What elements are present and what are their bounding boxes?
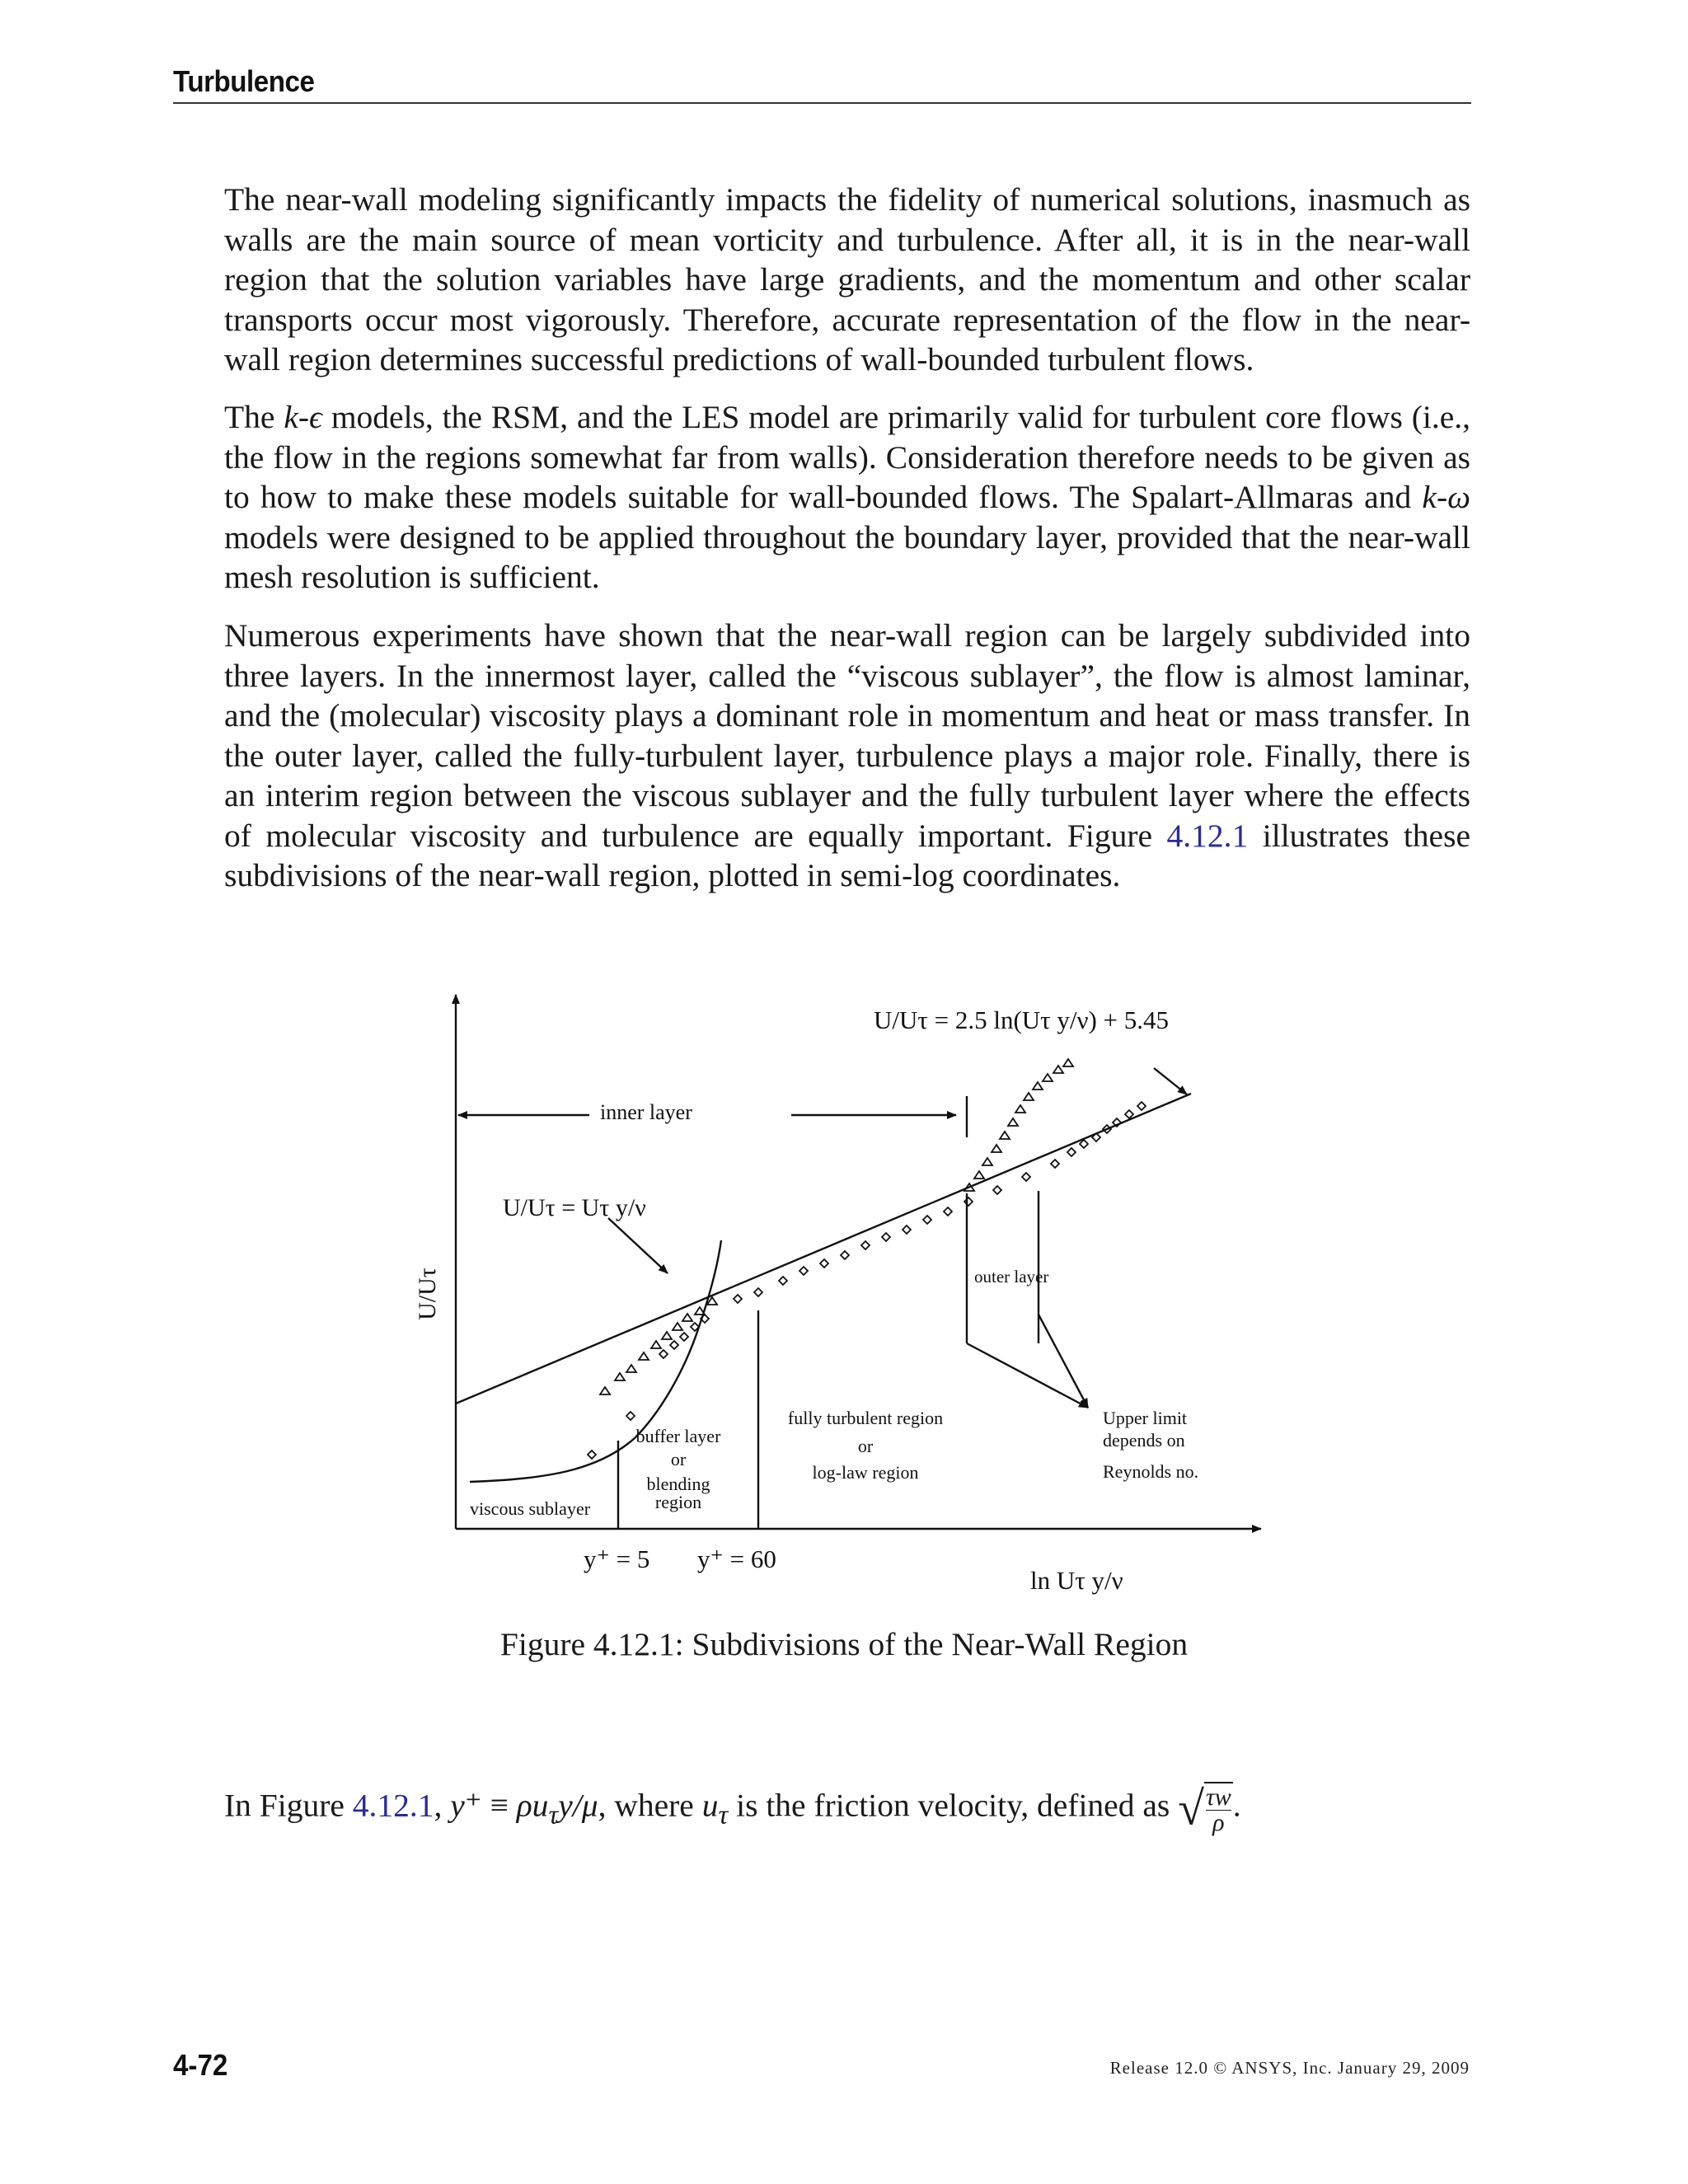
sqrt-numerator: τw bbox=[1205, 1783, 1231, 1811]
def-tau: τ bbox=[548, 1800, 559, 1830]
inner-layer-label: inner layer bbox=[600, 1100, 692, 1124]
p2-text-a: The bbox=[224, 399, 284, 435]
paragraph-2 bbox=[224, 397, 1470, 598]
sqrt-expression bbox=[1178, 1782, 1233, 1835]
k-omega-math: k-ω bbox=[1422, 479, 1470, 515]
radical-sign: √ bbox=[1178, 1781, 1204, 1835]
p2-text-c: models were designed to be applied throughout the boundary layer, provided that the near-wall mesh resolution is sufficient. bbox=[224, 518, 1470, 595]
p2-text-b: models, the RSM, and the LES model are primarily valid for turbulent core flows (i.e., the flow in the regions somewhat far from walls). Consideration therefore needs to be given as to how to make these models suitable for wall-bounded flows. The Spalart-Allmaras and bbox=[224, 399, 1470, 515]
paragraph-3 bbox=[224, 616, 1470, 896]
running-header bbox=[173, 64, 1471, 104]
near-wall-diagram bbox=[387, 981, 1269, 1607]
k-epsilon-math: k-ϵ bbox=[284, 399, 322, 435]
buffer-label-4: region bbox=[654, 1492, 702, 1512]
viscous-sublayer-label: viscous sublayer bbox=[470, 1498, 591, 1519]
section-title: Turbulence bbox=[173, 64, 315, 98]
paragraph-3-text bbox=[224, 616, 1470, 896]
figure-caption: Figure 4.12.1: Subdivisions of the Near-Wall Region bbox=[499, 1626, 1189, 1662]
log-law-formula: U/Uτ = 2.5 ln(Uτ y/ν) + 5.45 bbox=[874, 1005, 1170, 1034]
linear-law-pointer bbox=[608, 1218, 668, 1273]
log-law-pointer bbox=[1154, 1068, 1187, 1094]
p4-text-c: ≡ bbox=[481, 1787, 517, 1824]
p4-text-e: is the friction velocity, defined as bbox=[728, 1787, 1179, 1824]
buffer-label-1: buffer layer bbox=[635, 1426, 721, 1446]
def-math-1: ρu bbox=[516, 1787, 549, 1824]
friction-velocity-tau: τ bbox=[718, 1800, 729, 1830]
paragraph-4 bbox=[224, 1782, 1470, 1835]
p3-text-a: Numerous experiments have shown that the near-wall region can be largely subdivided into three layers. In the innermost layer, called the “viscous sublayer”, the flow is almost laminar, and the (molecular) viscosity plays a dominant role in momentum and heat or mass transfer. In the outer layer, called the fully-turbulent layer, turbulence plays a major role. Finally, there is an interim region between the viscous sublayer and the fully turbulent layer where the effects of molecular viscosity and turbulence are equally important. Figure bbox=[224, 617, 1470, 854]
diamond-markers bbox=[588, 1102, 1146, 1459]
p3-text-b: illustrates these subdivisions of the near-wall region, plotted in semi-log coordinates. bbox=[224, 817, 1470, 893]
paragraph-2-text bbox=[224, 397, 1470, 598]
y-plus-math: y⁺ bbox=[450, 1787, 482, 1824]
upper-limit-label-2: depends on bbox=[1103, 1430, 1185, 1451]
friction-velocity-u: u bbox=[701, 1787, 719, 1824]
buffer-label-2: or bbox=[670, 1449, 687, 1469]
p4-text-f: . bbox=[1232, 1787, 1241, 1824]
p4-text-d: , where bbox=[598, 1787, 702, 1824]
log-region-label-2: or bbox=[857, 1436, 874, 1456]
release-footer: Release 12.0 © ANSYS, Inc. January 29, 2009 bbox=[1109, 2058, 1470, 2078]
upper-limit-label-1: Upper limit bbox=[1103, 1408, 1188, 1428]
paragraph-4-text bbox=[224, 1782, 1470, 1835]
def-math-2: y/μ bbox=[558, 1787, 598, 1824]
p4-text-a: In Figure bbox=[224, 1787, 353, 1824]
upper-limit-label-3: Reynolds no. bbox=[1103, 1461, 1199, 1482]
x-axis-label: ln Uτ y/ν bbox=[1030, 1566, 1123, 1595]
log-region-label-1: fully turbulent region bbox=[787, 1408, 944, 1428]
paragraph-1 bbox=[224, 180, 1470, 380]
figure-reference-link-2[interactable]: 4.12.1 bbox=[352, 1787, 434, 1824]
paragraph-1-text: The near-wall modeling significantly impacts the fidelity of numerical solutions, inasmuch as walls are the main source of mean vorticity and turbulence. After all, it is in the near-wall region that the solution variables have large gradients, and the momentum and other scalar transports occur most vigorously. Therefore, accurate representation of the flow in the near-wall region determines successful predictions of wall-bounded turbulent flows. bbox=[224, 181, 1470, 377]
outer-layer-label: outer layer bbox=[974, 1267, 1049, 1286]
page-number: 4-72 bbox=[173, 2048, 228, 2082]
p4-text-b: , bbox=[434, 1787, 451, 1824]
buffer-label-3: blending bbox=[646, 1474, 710, 1494]
linear-law-formula: U/Uτ = Uτ y/ν bbox=[503, 1194, 646, 1221]
log-region-label-3: log-law region bbox=[812, 1462, 919, 1483]
sqrt-denominator: ρ bbox=[1212, 1809, 1225, 1836]
tick-y5-label: y⁺ = 5 bbox=[584, 1544, 650, 1573]
tick-y60-label: y⁺ = 60 bbox=[697, 1544, 776, 1573]
y-axis-label: U/Uτ bbox=[414, 1268, 441, 1320]
log-law-line bbox=[456, 1094, 1191, 1404]
figure-reference-link[interactable]: 4.12.1 bbox=[1166, 817, 1249, 854]
near-wall-figure bbox=[387, 981, 1269, 1607]
